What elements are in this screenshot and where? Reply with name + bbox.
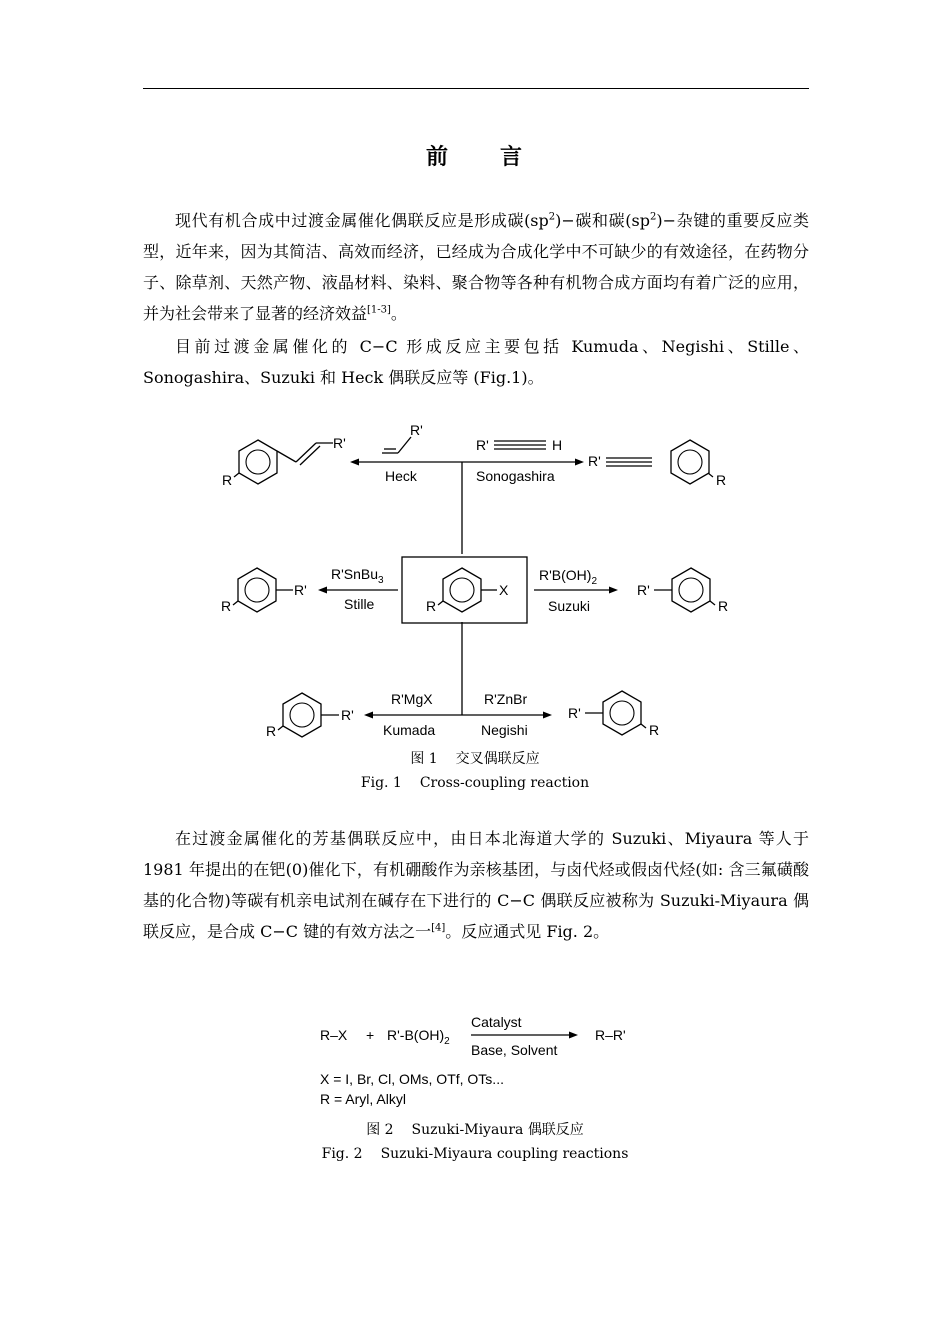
sono-reagent-h: H	[552, 437, 563, 453]
suzuki-reagent: $R'B(OH)_2$	[539, 567, 598, 587]
fig2-catalyst: Catalyst	[471, 1014, 522, 1030]
heck-product-rp: R'	[333, 435, 346, 451]
center-r: R	[426, 598, 437, 614]
fig2-conditions: Base, Solvent	[471, 1042, 558, 1058]
stille-product-rp: R'	[294, 582, 307, 598]
kumada-reagent: R'MgX	[391, 691, 433, 707]
stille-product-r: R	[221, 598, 232, 614]
fig2-boronic: $R'-B(OH)_2$	[387, 1027, 450, 1047]
kumada-label: Kumada	[383, 722, 436, 738]
heck-product-r: R	[222, 472, 233, 488]
sono-product-r: R	[716, 472, 727, 488]
citation-ref: [1-3]	[367, 304, 391, 316]
fig2-note-x: X = I, Br, Cl, OMs, OTf, OTs...	[320, 1071, 504, 1087]
sono-product-rp: R'	[588, 453, 601, 469]
suzuki-label: Suzuki	[548, 598, 591, 614]
fig2-note-r: R = Aryl, Alkyl	[320, 1091, 406, 1107]
paragraph-intro: 现代有机合成中过渡金属催化偶联反应是形成碳$(sp^2)-$碳和碳$(sp^2)-$杂键的重要反应类型，近年来，因为其简洁、高效而经济，已经成为合成化学中不可缺少的有效途径，在药物分子、除草剂、天然产物、液晶材料、染料、聚合物等各种有机物合成方面均有着广泛的应用，并为社会带来了显著的经济效益[1-3]。	[143, 211, 809, 323]
suzuki-product-r: R	[718, 598, 729, 614]
negishi-reagent: R'ZnBr	[484, 691, 528, 707]
paragraph-reactions: 目前过渡金属催化的 C−C 形成反应主要包括 Kumuda、Negishi、Stille、Sonogashira、Suzuki 和 Heck 偶联反应等 (Fig.1)。	[143, 337, 809, 387]
center-x: X	[499, 582, 509, 598]
fig2-plus: +	[366, 1027, 375, 1043]
fig2-product: R–R'	[595, 1027, 626, 1043]
heck-label: Heck	[385, 468, 417, 484]
figure-1-caption-cn: 图 1 交叉偶联反应	[410, 751, 540, 767]
stille-reagent: R'SnBu$_3$	[331, 566, 384, 586]
negishi-label: Negishi	[481, 722, 528, 738]
kumada-product-rp: R'	[341, 707, 354, 723]
negishi-product-r: R	[649, 722, 660, 738]
paragraph-suzuki: 在过渡金属催化的芳基偶联反应中，由日本北海道大学的 Suzuki、Miyaura 等人于 1981 年提出的在钯(0)催化下，有机硼酸作为亲核基团，与卤代烃或假卤代烃(如: 含三氟磺酸基的化合物)等碳有机亲电试剂在碱存在下进行的 C−C 偶联反应被称为 Suzuki-Miyaura 偶联反应，是合成 C−C 键的有效方法之一[4]。反应通式见 Fig. 2。	[143, 829, 809, 941]
figure-1-caption-en: Fig. 1 Cross-coupling reaction	[360, 775, 590, 791]
suzuki-product-rp: R'	[637, 582, 650, 598]
title-char-2: 言	[500, 145, 525, 170]
sonogashira-label: Sonogashira	[476, 468, 555, 484]
figure-2-caption-en: Fig. 2 Suzuki-Miyaura coupling reactions	[321, 1146, 629, 1162]
heck-reagent-rp: R'	[410, 422, 423, 438]
citation-ref: [4]	[431, 922, 446, 934]
title-char-1: 前	[425, 145, 450, 170]
sono-reagent-r: R'	[476, 437, 489, 453]
figure-2-caption-cn: 图 2 Suzuki-Miyaura 偶联反应	[366, 1122, 584, 1138]
kumada-product-r: R	[266, 723, 277, 739]
stille-label: Stille	[344, 596, 375, 612]
fig2-rx: R–X	[320, 1027, 348, 1043]
negishi-product-rp: R'	[568, 705, 581, 721]
